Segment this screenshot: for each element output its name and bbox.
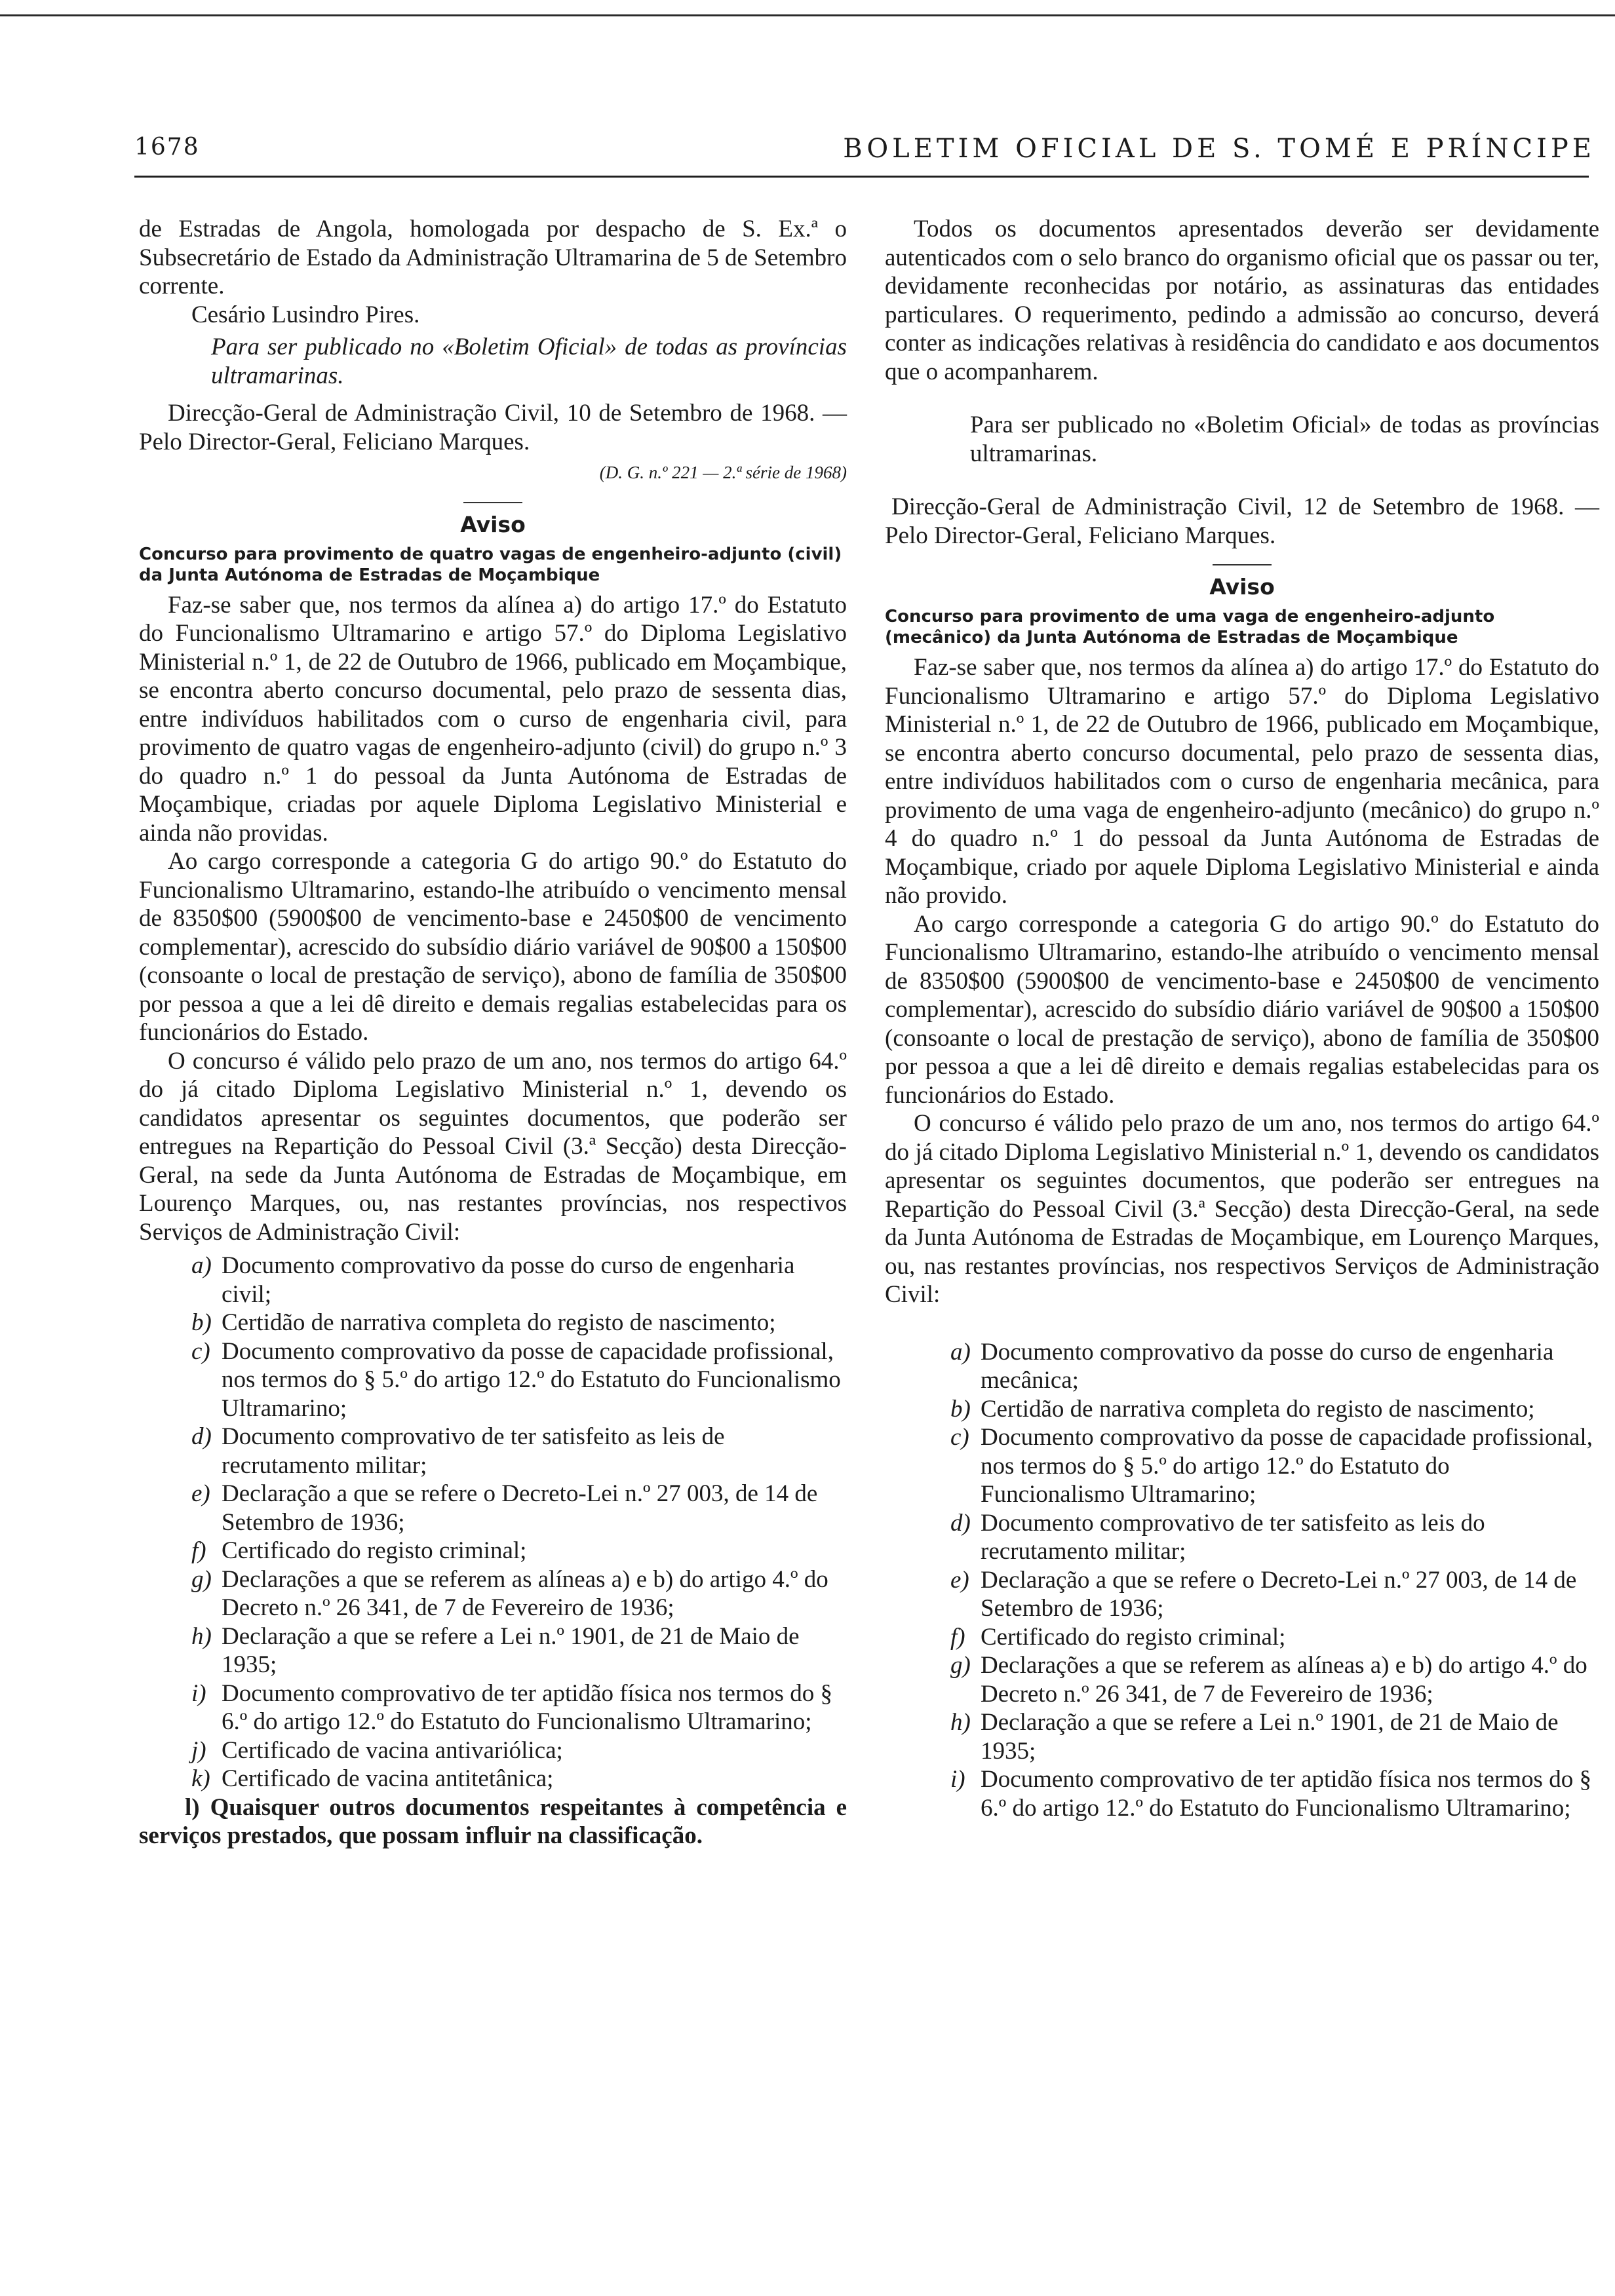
left-paragraph: O concurso é válido pelo prazo de um ano, nos termos do artigo 64.º do já citado Diploma Legislativo Ministerial n.º 1, devendo os candidatos apresentar os seguintes documentos, que poderão ser entregues na Repartição do Pessoal Civil (3.ª Secção) desta Direcção-Geral, na sede da Junta Autónoma de Estradas de Moçambique, em Lourenço Marques, ou, nas restantes províncias, nos respectivos Serviços de Administração Civil: (139, 1047, 847, 1246)
list-item (191, 1337, 847, 1423)
list-item-text: Declaração a que se refere a Lei n.º 1901, de 21 de Maio de 1935; (981, 1709, 1559, 1765)
left-paragraph: Faz-se saber que, nos termos da alínea a) do artigo 17.º do Estatuto do Funcionalismo Ultramarino e artigo 57.º do Diploma Legislativo Ministerial n.º 1, de 22 de Outubro de 1966, publicado em Moçambique, se encontra aberto concurso documental, pelo prazo de sessenta dias, entre indivíduos habilitados com o curso de engenharia civil, para provimento de quatro vagas de engenheiro-adjunto (civil) do grupo n.º 3 do quadro n.º 1 do pessoal da Junta Autónoma de Estradas de Moçambique, criadas por aquele Diploma Legislativo Ministerial e ainda não providas. (139, 591, 847, 847)
list-item-label: c) (191, 1337, 210, 1365)
right-publication-note: Para ser publicado no «Boletim Oficial» de todas as províncias ultramarinas. (970, 411, 1599, 467)
list-item-label: e) (950, 1566, 969, 1594)
list-item-text: Declaração a que se refere a Lei n.º 1901, de 21 de Maio de 1935; (222, 1622, 800, 1678)
list-item-text: Documento comprovativo de ter aptidão física nos termos do § 6.º do artigo 12.º do Estatuto do Funcionalismo Ultramarino; (222, 1679, 832, 1735)
list-item (191, 1252, 847, 1309)
list-item-text: Certidão de narrativa completa do registo de nascimento; (981, 1395, 1535, 1423)
list-item-label: d) (950, 1509, 971, 1537)
list-item-text: Certificado de vacina antitetânica; (222, 1765, 554, 1792)
list-item (950, 1509, 1599, 1566)
list-item-label: h) (191, 1622, 212, 1650)
list-item-label: c) (950, 1424, 969, 1451)
list-item (191, 1309, 847, 1337)
list-item-label: l) (185, 1793, 200, 1821)
list-item-label: d) (191, 1423, 212, 1450)
list-item-text: Declarações a que se referem as alíneas a) e b) do artigo 4.º do Decreto n.º 26 341, de 7 de Fevereiro de 1936; (981, 1652, 1587, 1708)
list-item (191, 1679, 847, 1736)
list-item-label: i) (950, 1766, 965, 1793)
left-paragraph: Ao cargo corresponde a categoria G do artigo 90.º do Estatuto do Funcionalismo Ultramarino, estando-lhe atribuído o vencimento mensal de 8350$00 (5900$00 de vencimento-base e 2450$00 de vencimento complementar), acrescido do subsídio diário variável de 90$00 a 150$00 (consoante o local de prestação de serviço), abono de família de 350$00 por pessoa a que a lei dê direito e demais regalias estabelecidas para os funcionários do Estado. (139, 848, 847, 1046)
list-item-label: i) (191, 1679, 206, 1707)
right-paragraph: O concurso é válido pelo prazo de um ano, nos termos do artigo 64.º do já citado Diploma Legislativo Ministerial n.º 1, devendo os candidatos apresentar os seguintes documentos, que poderão ser entregues na Repartição do Pessoal Civil (3.ª Secção) desta Direcção-Geral, na sede da Junta Autónoma de Estradas de Moçambique, em Lourenço Marques, ou, nas restantes províncias, nos respectivos Serviços de Administração Civil: (885, 1110, 1599, 1308)
list-item-label: e) (191, 1480, 210, 1507)
list-item (191, 1565, 847, 1622)
list-item-label: j) (191, 1736, 206, 1764)
list-item-label: b) (191, 1309, 212, 1336)
list-item-label: g) (191, 1565, 212, 1593)
right-intro: Todos os documentos apresentados deverão ser devidamente autenticados com o selo branco do organismo oficial que os passar ou ter, devidamente reconhecidas por notário, as assinaturas das entidades particulares. O requerimento, pedindo a admissão ao concurso, deverá conter as indicações relativas à residência do candidato e aos documentos que o acompanharem. (885, 216, 1599, 385)
right-aviso-title: Aviso (1209, 574, 1275, 600)
left-final-item (139, 1793, 847, 1850)
left-concurso-title: Concurso para provimento de quatro vagas de engenheiro-adjunto (civil) da Junta Autónoma de Estradas de Moçambique (139, 544, 842, 585)
list-item-text: Certificado do registo criminal; (222, 1537, 527, 1564)
list-item-label: g) (950, 1652, 971, 1679)
list-item-text: Certificado de vacina antivariólica; (222, 1736, 563, 1764)
list-item-text: Documento comprovativo da posse do curso de engenharia civil; (222, 1252, 795, 1308)
list-item-label: a) (950, 1338, 971, 1366)
right-direccao: Direcção-Geral de Administração Civil, 12 de Setembro de 1968. — Pelo Director-Geral, Feliciano Marques. (885, 493, 1599, 549)
list-item (191, 1480, 847, 1537)
list-item (191, 1736, 847, 1765)
publication-title: BOLETIM OFICIAL DE S. TOMÉ E PRÍNCIPE (843, 134, 1595, 164)
page-number: 1678 (134, 134, 200, 161)
list-item (191, 1537, 847, 1565)
list-item (950, 1623, 1599, 1652)
right-column (885, 215, 1599, 1822)
page-header (134, 128, 1595, 181)
left-document-list (139, 1252, 847, 1793)
list-item-label: b) (950, 1395, 971, 1423)
list-item (950, 1395, 1599, 1424)
list-item-text: Documento comprovativo da posse do curso de engenharia mecânica; (981, 1338, 1554, 1394)
right-document-list (885, 1338, 1599, 1823)
list-item (191, 1423, 847, 1480)
left-reference: (D. G. n.º 221 — 2.ª série de 1968) (599, 463, 847, 482)
right-paragraph: Ao cargo corresponde a categoria G do artigo 90.º do Estatuto do Funcionalismo Ultramarino, estando-lhe atribuído o vencimento mensal de 8350$00 (5900$00 de vencimento-base e 2450$00 de vencimento complementar), acrescido do subsídio diário variável de 90$00 a 150$00 (consoante o local de prestação de serviço), abono de família de 350$00 por pessoa a que a lei dê direito e demais regalias estabelecidas para os funcionários do Estado. (885, 910, 1599, 1109)
list-item (191, 1622, 847, 1679)
top-border (0, 14, 1615, 16)
list-item (191, 1765, 847, 1793)
list-item-text: Certificado do registo criminal; (981, 1623, 1286, 1651)
list-item-text: Documento comprovativo de ter satisfeito as leis de recrutamento militar; (222, 1423, 725, 1479)
list-item (950, 1651, 1599, 1708)
list-item-label: f) (191, 1537, 206, 1564)
left-direccao: Direcção-Geral de Administração Civil, 10 de Setembro de 1968. — Pelo Director-Geral, Feliciano Marques. (139, 400, 847, 455)
left-publication-note: Para ser publicado no «Boletim Oficial» de todas as províncias ultramarinas. (211, 334, 847, 389)
list-item-text: Quaisquer outros documentos respeitantes à competência e serviços prestados, que possam influir na classificação. (139, 1793, 847, 1849)
separator (1213, 564, 1272, 565)
header-rule (134, 176, 1589, 178)
list-item (950, 1566, 1599, 1623)
list-item-text: Documento comprovativo de ter satisfeito as leis do recrutamento militar; (981, 1509, 1485, 1565)
separator (463, 502, 522, 503)
list-item-text: Declaração a que se refere o Decreto-Lei n.º 27 003, de 14 de Setembro de 1936; (222, 1480, 818, 1536)
list-item-label: a) (191, 1252, 212, 1279)
list-item-text: Documento comprovativo da posse de capacidade profissional, nos termos do § 5.º do artigo 12.º do Estatuto do Funcionalismo Ultramarino; (222, 1337, 841, 1422)
right-paragraph: Faz-se saber que, nos termos da alínea a) do artigo 17.º do Estatuto do Funcionalismo Ultramarino e artigo 57.º do Diploma Legislativo Ministerial n.º 1, de 22 de Outubro de 1966, publicado em Moçambique, se encontra aberto concurso documental, pelo prazo de sessenta dias, entre indivíduos habilitados com o curso de engenharia mecânica, para provimento de uma vaga de engenheiro-adjunto (mecânico) do grupo n.º 4 do quadro n.º 1 do pessoal da Junta Autónoma de Estradas de Moçambique, criado por aquele Diploma Legislativo Ministerial e ainda não provido. (885, 654, 1599, 909)
list-item-text: Documento comprovativo de ter aptidão física nos termos do § 6.º do artigo 12.º do Estatuto do Funcionalismo Ultramarino; (981, 1766, 1591, 1822)
list-item-label: h) (950, 1709, 971, 1736)
list-item (950, 1338, 1599, 1395)
list-item-text: Documento comprovativo da posse de capacidade profissional, nos termos do § 5.º do artigo 12.º do Estatuto do Funcionalismo Ultramarino; (981, 1424, 1593, 1508)
list-item (950, 1423, 1599, 1509)
left-intro: de Estradas de Angola, homologada por despacho de S. Ex.ª o Subsecretário de Estado da Administração Ultramarina de 5 de Setembro corrente. (139, 216, 847, 299)
list-item-text: Declaração a que se refere o Decreto-Lei n.º 27 003, de 14 de Setembro de 1936; (981, 1566, 1577, 1622)
left-aviso-title: Aviso (460, 511, 526, 537)
list-item (950, 1708, 1599, 1765)
list-item-label: f) (950, 1623, 965, 1651)
left-signature: Cesário Lusindro Pires. (191, 301, 420, 328)
list-item-text: Certidão de narrativa completa do registo de nascimento; (222, 1309, 776, 1336)
left-column (139, 215, 847, 1850)
list-item (950, 1765, 1599, 1822)
right-concurso-title: Concurso para provimento de uma vaga de engenheiro-adjunto (mecânico) da Junta Autónoma de Estradas de Moçambique (885, 607, 1495, 647)
list-item-text: Declarações a que se referem as alíneas a) e b) do artigo 4.º do Decreto n.º 26 341, de 7 de Fevereiro de 1936; (222, 1565, 828, 1621)
list-item-label: k) (191, 1765, 210, 1792)
